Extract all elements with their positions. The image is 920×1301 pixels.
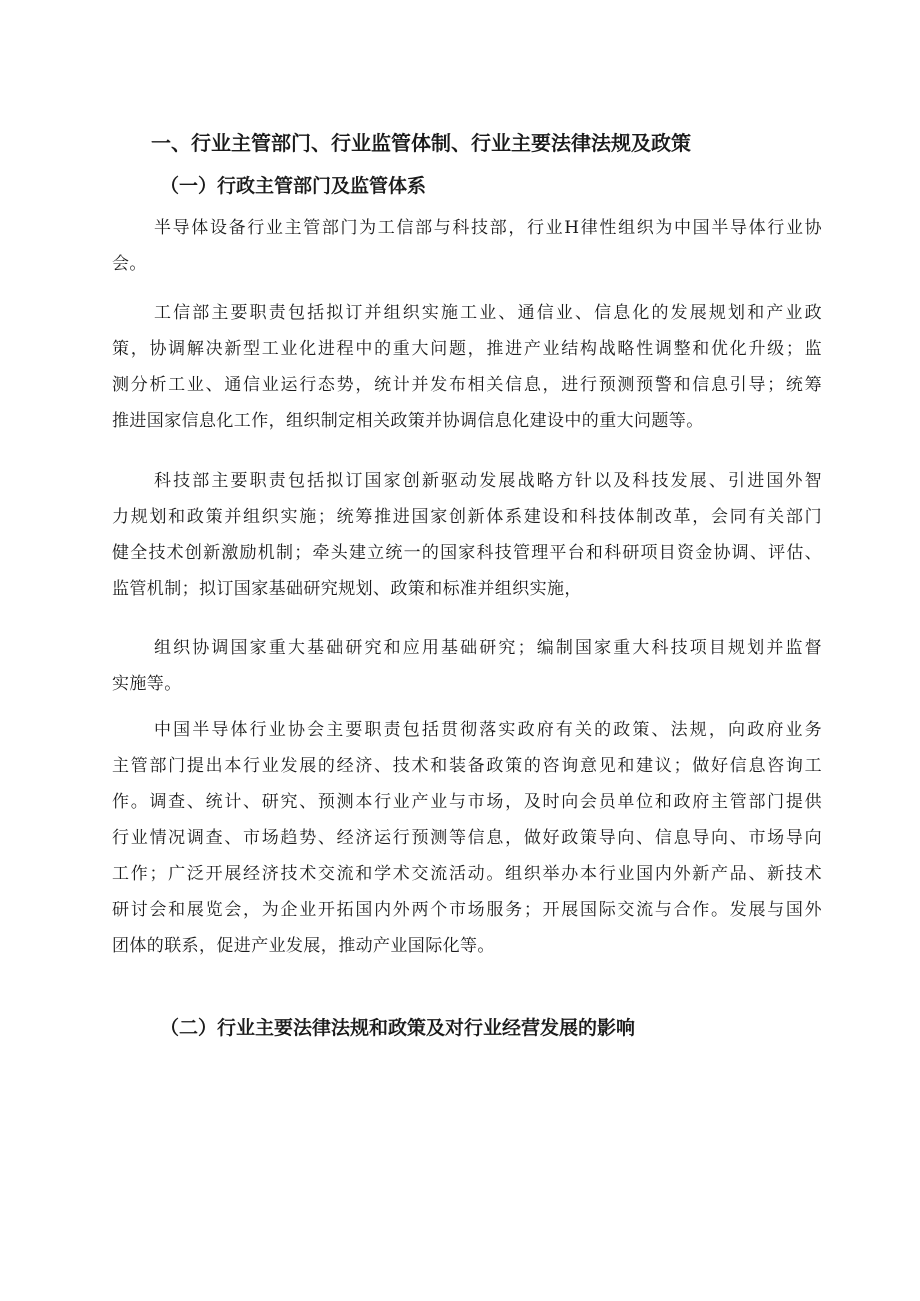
paragraph-line: 健全技术创新激励机制；牵头建立统一的国家科技管理平台和科研项目资金协调、评估、 — [112, 543, 822, 563]
paragraph-line: 行业情况调查、市场趋势、经济运行预测等信息，做好政策导向、信息导向、市场导向 — [112, 828, 822, 848]
paragraph-line: 主管部门提出本行业发展的经济、技术和装备政策的咨询意见和建议；做好信息咨询工 — [112, 756, 822, 776]
paragraph-line: 研讨会和展览会，为企业开拓国内外两个市场服务；开展国际交流与合作。发展与国外 — [112, 900, 822, 920]
paragraph-most-duties — [112, 463, 822, 607]
paragraph-line: 工信部主要职责包括拟订并组织实施工业、通信业、信息化的发展规划和产业政 — [154, 303, 822, 323]
paragraph-csia-duties — [112, 712, 822, 964]
paragraph-miit-duties — [112, 295, 822, 439]
paragraph-research-coordination — [112, 630, 822, 702]
paragraph-line: 团体的联系，促进产业发展，推动产业国际化等。 — [112, 936, 495, 956]
paragraph-line: 监管机制；拟订国家基础研究规划、政策和标准并组织实施， — [112, 579, 582, 599]
paragraph-line: 测分析工业、通信业运行态势，统计并发布相关信息，进行预测预警和信息引导；统筹 — [112, 375, 822, 395]
paragraph-line: 推进国家信息化工作，组织制定相关政策并协调信息化建设中的重大问题等。 — [112, 411, 704, 431]
paragraph-line: 科技部主要职责包括拟订国家创新驱动发展战略方针以及科技发展、引进国外智 — [154, 471, 822, 491]
paragraph-line: 策，协调解决新型工业化进程中的重大问题，推进产业结构战略性调整和优化升级；监 — [112, 339, 822, 359]
section-two-title: （二）行业主要法律法规和政策及对行业经营发展的影响 — [160, 1017, 636, 1039]
paragraph-line: 中国半导体行业协会主要职责包括贯彻落实政府有关的政策、法规，向政府业务 — [154, 720, 822, 740]
main-heading: 一、行业主管部门、行业监管体制、行业主要法律法规及政策 — [151, 131, 691, 155]
paragraph-line: 工作；广泛开展经济技术交流和学术交流活动。组织举办本行业国内外新产品、新技术 — [112, 864, 822, 884]
paragraph-line: 作。调查、统计、研究、预测本行业产业与市场，及时向会员单位和政府主管部门提供 — [112, 792, 822, 812]
section-one-title: （一）行政主管部门及监管体系 — [160, 175, 427, 197]
paragraph-line: 半导体设备行业主管部门为工信部与科技部，行业H律性组织为中国半导体行业协 — [154, 218, 822, 238]
paragraph-industry-authorities — [112, 210, 822, 282]
paragraph-line: 实施等。 — [112, 674, 182, 694]
paragraph-line: 组织协调国家重大基础研究和应用基础研究；编制国家重大科技项目规划并监督 — [154, 638, 822, 658]
paragraph-line: 会。 — [112, 254, 147, 274]
paragraph-line: 力规划和政策并组织实施；统筹推进国家创新体系建设和科技体制改革，会同有关部门 — [112, 507, 822, 527]
